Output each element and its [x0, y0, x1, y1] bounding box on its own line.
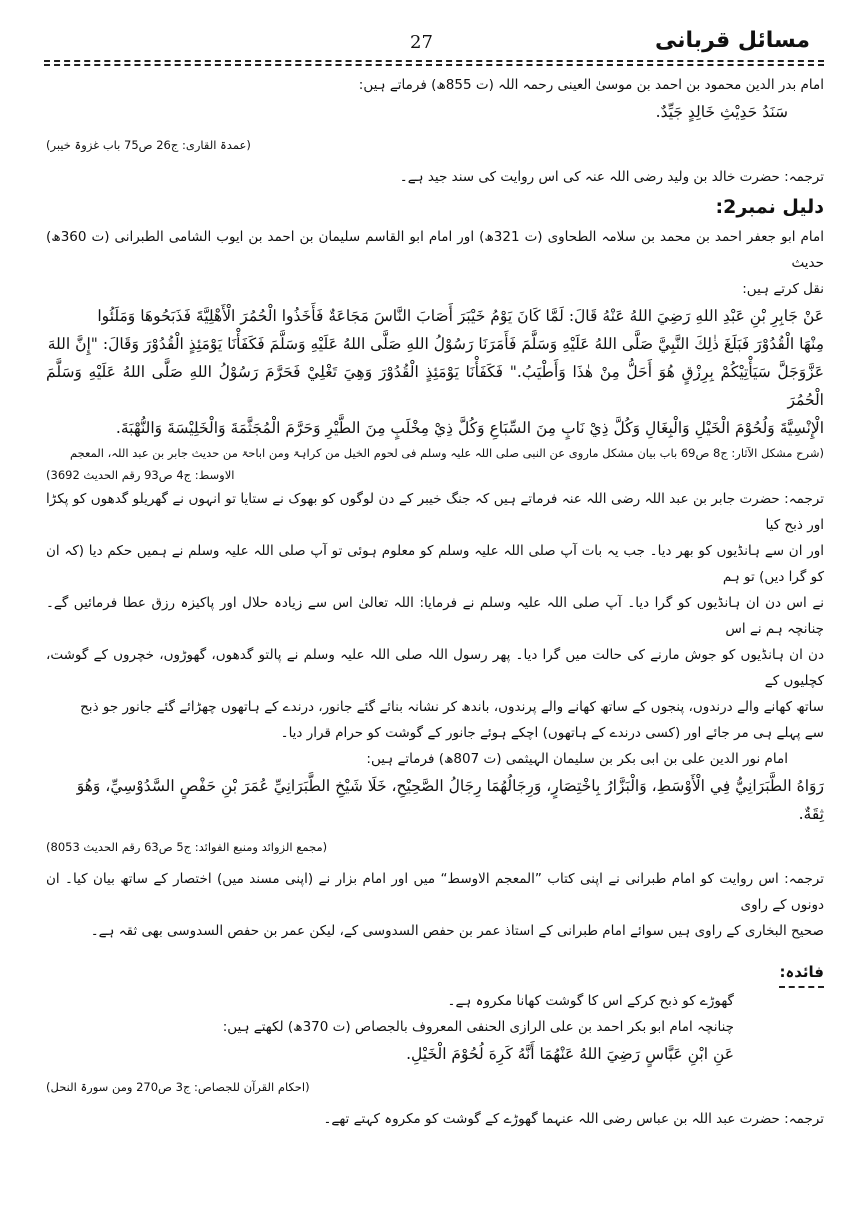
hadith-jabir-line-1: عَنْ جَابِرِ بْنِ عَبْدِ اللهِ رَضِيَ اللهُ عَنْهُ قَالَ: لَمَّا كَانَ يَوْمُ خَيْبَرَ أَصَابَ النَّاسَ مَجَاعَةٌ فَأَخَذُوا الْحُمُرَ الْأَهْلِيَّةَ فَذَبَحُوهَا وَمَلَئُوا [97, 307, 824, 325]
reference-umdat-al-qari: (عمدۃ القاری: ج26 ص75 باب غزوۃ خیبر) [46, 138, 251, 152]
intro-haythami: امام نور الدین علی بن ابی بکر بن سلیمان الہیثمی (ت 807ھ) فرماتے ہیں: [366, 751, 788, 767]
translation-ibn-abbas: ترجمہ: حضرت عبد اللہ بن عباس رضی اللہ عنہما گھوڑے کے گوشت کو مکروہ کہتے تھے۔ [323, 1111, 824, 1127]
section-heading-daleel-2: دلیل نمبر2: [715, 196, 824, 218]
reference-mushkil-line-1: (شرح مشکل الآثار: ج8 ص69 باب بیان مشکل ماروی عن النبی صلی اللہ علیہ وسلم فی لحوم الخیل من کراہۃ ومن اباحۃ من حدیث جابر بن عبد اللہ، المعجم [69, 446, 824, 460]
translation-khalid: ترجمہ: حضرت خالد بن ولید رضی اللہ عنہ کی اس روایت کی سند جید ہے۔ [399, 169, 824, 185]
header-divider [44, 60, 824, 62]
translation-jabir-line-6: سے پہلے ہی مر جائے اور (کسی درندے کے ہاتھوں) اچکے ہوئے جانور کے گوشت کو حرام قرار دیا۔ [280, 725, 824, 741]
hadith-jabir-line-4: الْإِنْسِيَّةَ وَلُحُوْمَ الْخَيْلِ وَالْبِغَالِ وَكُلَّ ذِيْ نَابٍ مِنَ السِّبَاعِ وَكُلَّ ذِيْ مِخْلَبٍ مِنَ الطَّيْرِ وَحَرَّمَ الْمُجَثَّمَةَ وَالْخَلِيْسَةَ وَالنُّهْبَةَ. [115, 419, 824, 437]
intro-aini: امام بدر الدین محمود بن احمد بن موسیٰ العینی رحمہ اللہ (ت 855ھ) فرماتے ہیں: [358, 77, 824, 93]
reference-majma: (مجمع الزوائد ومنبع الفوائد: ج5 ص63 رقم الحدیث 8053) [46, 840, 328, 854]
translation-haythami-line-1: ترجمہ: اس روایت کو امام طبرانی نے اپنی کتاب ”المعجم الاوسط“ میں اور امام بزار نے (اپنی مسند میں) اختصار کے ساتھ بیان کیا۔ ان دونوں کے راوی [46, 871, 824, 913]
faida-heading: فائدہ: [779, 958, 824, 988]
page-header [0, 0, 868, 70]
arabic-haythami-line-2: ثِقَةٌ. [798, 805, 824, 823]
translation-haythami-line-2: صحیح البخاری کے راوی ہیں سوائے امام طبرانی کے استاذ عمر بن حفص السدوسی کے، لیکن عمر بن حفص السدوسی بھی ثقہ ہے۔ [90, 923, 824, 939]
translation-jabir-line-2: اور ان سے ہانڈیوں کو بھر دیا۔ جب یہ بات آپ صلی اللہ علیہ وسلم کو معلوم ہوئی تو آپ صلی اللہ علیہ وسلم نے ہمیں حکم دیا (کہ ان کو گرا دیں) تو ہم [46, 543, 824, 585]
intro-tahawi-line-2: نقل کرتے ہیں: [742, 281, 824, 297]
intro-tahawi-line-1: امام ابو جعفر احمد بن محمد بن سلامہ الطحاوی (ت 321ھ) اور امام ابو القاسم سلیمان بن احمد بن ایوب الشامی الطبرانی (ت 360ھ) حدیث [46, 229, 824, 271]
reference-ahkam-al-quran: (احکام القرآن للجصاص: ج3 ص270 ومن سورۃ النحل) [46, 1080, 310, 1094]
translation-jabir-line-5: ساتھ کھانے والے درندوں، پنجوں کے ساتھ کھانے والے پرندوں، باندھ کر نشانہ بنائے گئے جانور، درندے کے ہاتھوں چھڑائے گئے جانور جو ذبح [80, 699, 824, 715]
hadith-jabir-line-2: مِنْهَا الْقُدُوْرَ فَبَلَغَ ذٰلِكَ النَّبِيَّ صَلَّى اللهُ عَلَيْهِ وَسَلَّمَ فَأَمَرَنَا رَسُوْلُ اللهِ صَلَّى اللهُ عَلَيْهِ وَسَلَّمَ فَكَفَأْنَا يَوْمَئِذٍ الْقُدُوْرَ وَقَالَ: "إِنَّ اللهَ [47, 335, 824, 353]
faida-text-2: چنانچہ امام ابو بکر احمد بن علی الرازی الحنفی المعروف بالجصاص (ت 370ھ) لکھتے ہیں: [222, 1019, 734, 1035]
page-number: 27 [410, 32, 433, 53]
reference-mushkil-line-2: الاوسط: ج4 ص93 رقم الحدیث 3692) [46, 468, 235, 482]
book-title: مسائل قربانی [655, 28, 810, 53]
arabic-quote-aini: سَنَدُ حَدِيْثِ خَالِدٍ جَيِّدٌ. [655, 103, 788, 121]
translation-jabir-line-1: ترجمہ: حضرت جابر بن عبد اللہ رضی اللہ عنہ فرماتے ہیں کہ جنگ خیبر کے دن لوگوں کو بھوک نے ستایا تو انہوں نے گھریلو گدھوں کو پکڑا اور ذبح کیا [46, 491, 824, 533]
arabic-haythami-line-1: رَوَاهُ الطَّبَرَانِيُّ فِي الْأَوْسَطِ، وَالْبَزَّارُ بِاخْتِصَارٍ، وَرِجَالُهُمَا رِجَالُ الصَّحِيْحِ، خَلَا شَيْخِ الطَّبَرَانِيِّ عُمَرَ بْنِ حَفْصٍ السَّدُوْسِيِّ، وَهُوَ [76, 777, 824, 795]
arabic-ibn-abbas: عَنِ ابْنِ عَبَّاسٍ رَضِيَ اللهُ عَنْهُمَا أَنَّهُ كَرِهَ لُحُوْمَ الْخَيْلِ. [406, 1045, 734, 1063]
page-content [46, 72, 824, 1218]
translation-jabir-line-3: نے اس دن ان ہانڈیوں کو گرا دیا۔ آپ صلی اللہ علیہ وسلم نے فرمایا: اللہ تعالیٰ اس سے زیادہ حلال اور پاکیزہ رزق عطا فرمائیں گے۔ چنانچہ ہم نے اس [46, 595, 824, 637]
header-divider-2 [44, 64, 824, 66]
translation-jabir-line-4: دن ان ہانڈیوں کو جوش مارنے کی حالت میں گرا دیا۔ پھر رسول اللہ صلی اللہ علیہ وسلم نے پالتو گدھوں، گھوڑوں، خچروں کے گوشت، کچلیوں کے [46, 647, 824, 689]
faida-text-1: گھوڑے کو ذبح کرکے اس کا گوشت کھانا مکروہ ہے۔ [447, 993, 734, 1009]
hadith-jabir-line-3: عَزَّوَجَلَّ سَيَأْتِيْكُمْ بِرِزْقٍ هُوَ أَحَلُّ مِنْ هٰذَا وَأَطْيَبُ." فَكَفَأْنَا يَوْمَئِذٍ الْقُدُوْرَ وَهِيَ تَغْلِيْ فَحَرَّمَ رَسُوْلُ اللهِ صَلَّى اللهُ عَلَيْهِ وَسَلَّمَ الْحُمُرَ [46, 363, 824, 409]
